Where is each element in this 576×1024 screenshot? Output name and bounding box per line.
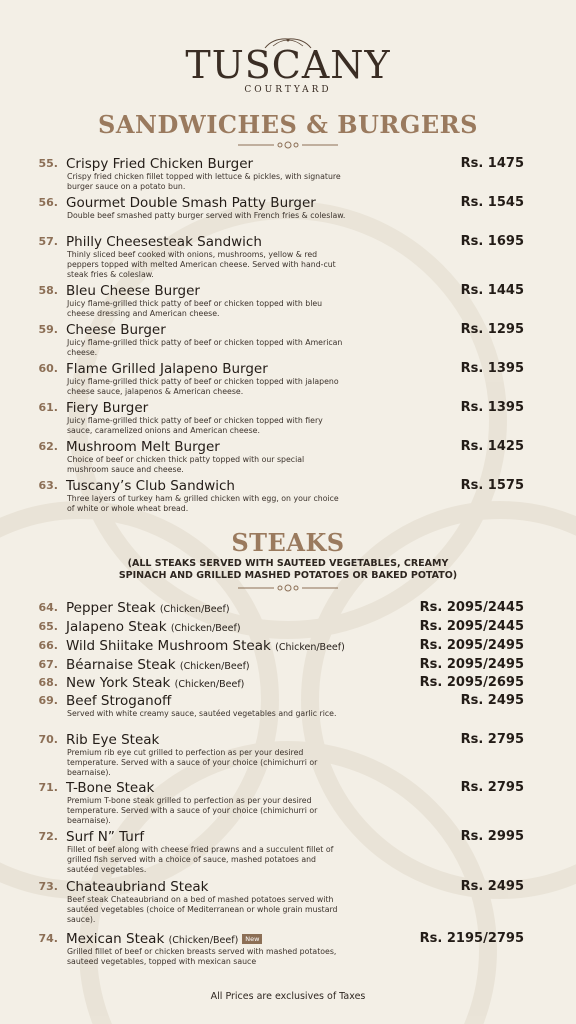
item-name-line xyxy=(66,780,154,796)
item-description: Juicy flame-grilled thick patty of beef or chicken topped with bleu cheese dressing and American cheese. xyxy=(67,299,323,318)
item-description: Premium rib eye cut grilled to perfection as per your desired temperature. Served with a sauce of your choice (chimichurri or bearnaise). xyxy=(67,748,318,777)
steaks-note-line-2: SPINACH AND GRILLED MASHED POTATOES OR BAKED POTATO) xyxy=(118,570,458,581)
item-name: Gourmet Double Smash Patty Burger xyxy=(66,195,316,211)
item-description: Grilled fillet of beef or chicken breasts served with mashed potatoes, sauteed vegetables, topped with mexican sauce xyxy=(67,947,337,966)
item-name-line xyxy=(66,732,159,748)
item-name-line xyxy=(66,195,316,211)
item-price: Rs. 1445 xyxy=(460,283,524,298)
item-number: 67. xyxy=(38,658,58,671)
item-number: 65. xyxy=(38,620,58,633)
steaks-note xyxy=(0,558,576,582)
item-name: Surf N” Turf xyxy=(66,829,145,845)
item-name-line xyxy=(66,400,148,416)
item-name-line xyxy=(66,156,253,172)
item-price: Rs. 1395 xyxy=(460,361,524,376)
item-price: Rs. 1395 xyxy=(460,400,524,415)
item-name: Fiery Burger xyxy=(66,400,149,416)
item-name: Flame Grilled Jalapeno Burger xyxy=(66,361,268,377)
item-price: Rs. 1295 xyxy=(460,322,524,337)
item-number: 68. xyxy=(38,676,58,689)
item-price: Rs. 1575 xyxy=(460,478,524,493)
item-variant-tag: (Chicken/Beef) xyxy=(275,642,345,653)
item-name-line xyxy=(66,322,166,338)
item-number: 57. xyxy=(38,235,58,248)
item-price: Rs. 1475 xyxy=(460,156,524,171)
item-name-line xyxy=(66,829,144,845)
item-number: 56. xyxy=(38,196,58,209)
item-name: Wild Shiitake Mushroom Steak xyxy=(66,638,271,654)
item-number: 66. xyxy=(38,639,58,652)
item-description: Juicy flame-grilled thick patty of beef or chicken topped with American cheese. xyxy=(67,338,343,357)
item-price: Rs. 2795 xyxy=(460,780,524,795)
item-number: 60. xyxy=(38,362,58,375)
item-description: Three layers of turkey ham & grilled chicken with egg, on your choice of white or whole wheat bread. xyxy=(67,494,339,513)
item-number: 73. xyxy=(38,880,58,893)
item-number: 62. xyxy=(38,440,58,453)
item-number: 61. xyxy=(38,401,58,414)
item-variant-tag: (Chicken/Beef) xyxy=(170,623,241,634)
item-number: 58. xyxy=(38,284,58,297)
item-number: 63. xyxy=(38,479,58,492)
item-number: 71. xyxy=(38,781,58,794)
item-price: Rs. 2195/2795 xyxy=(419,931,524,946)
brand-subtitle: COURTYARD xyxy=(244,85,332,95)
item-variant-tag: (Chicken/Beef) xyxy=(168,935,239,946)
item-price: Rs. 2095/2695 xyxy=(419,675,524,690)
item-name-line xyxy=(66,478,235,494)
item-name: Philly Cheesesteak Sandwich xyxy=(66,234,262,250)
item-price: Rs. 2095/2445 xyxy=(419,600,524,615)
tax-footnote: All Prices are exclusives of Taxes xyxy=(210,991,366,1002)
item-number: 59. xyxy=(38,323,58,336)
item-name-line xyxy=(66,675,244,693)
brand-name: TUSCANY xyxy=(185,43,391,87)
item-number: 72. xyxy=(38,830,58,843)
item-name: T-Bone Steak xyxy=(66,780,155,796)
item-description: Served with white creamy sauce, sautéed vegetables and garlic rice. xyxy=(67,709,337,718)
item-price: Rs. 2995 xyxy=(460,829,524,844)
item-name: New York Steak xyxy=(66,675,171,691)
item-name: Tuscany’s Club Sandwich xyxy=(66,478,235,494)
item-name-line xyxy=(66,439,220,455)
item-name-line xyxy=(66,619,241,637)
item-name-line xyxy=(66,361,268,377)
item-name: Mushroom Melt Burger xyxy=(66,439,220,455)
item-price: Rs. 2495 xyxy=(460,693,524,708)
item-number: 70. xyxy=(38,733,58,746)
item-price: Rs. 2495 xyxy=(460,879,524,894)
item-description: Crispy fried chicken fillet topped with lettuce & pickles, with signature burger sauce on a potato bun. xyxy=(67,172,341,191)
item-number: 55. xyxy=(38,157,58,170)
item-price: Rs. 2095/2445 xyxy=(419,619,524,634)
section-title-sandwiches: SANDWICHES & BURGERS xyxy=(98,110,478,139)
section-title-steaks: STEAKS xyxy=(231,528,345,557)
item-name-line xyxy=(66,600,230,618)
item-price: Rs. 2795 xyxy=(460,732,524,747)
item-name-line xyxy=(66,879,209,895)
item-number: 64. xyxy=(38,601,58,614)
item-price: Rs. 2095/2495 xyxy=(419,638,524,653)
ornament-divider xyxy=(238,140,338,150)
item-name: Beef Stroganoff xyxy=(66,693,172,709)
item-description: Premium T-bone steak grilled to perfection as per your desired temperature. Served with a sauce of your choice (chimichurri or bearnaise). xyxy=(67,796,318,825)
item-name: Crispy Fried Chicken Burger xyxy=(66,156,254,172)
item-name-line xyxy=(66,693,171,709)
item-description: Fillet of beef along with cheese fried prawns and a succulent fillet of grilled fish served with a choice of sauce, mashed potatoes and sautéed vegetables. xyxy=(67,845,334,874)
item-description: Double beef smashed patty burger served with French fries & coleslaw. xyxy=(67,211,346,220)
item-name-line xyxy=(66,638,345,656)
item-name: Mexican Steak xyxy=(66,931,165,947)
item-description: Thinly sliced beef cooked with onions, mushrooms, yellow & red peppers topped with melted American cheese. Served with hand-cut steak fries & coleslaw. xyxy=(67,250,336,279)
item-name: Chateaubriand Steak xyxy=(66,879,209,895)
item-variant-tag: (Chicken/Beef) xyxy=(174,679,245,690)
brand-logo xyxy=(0,36,576,95)
item-name: Bleu Cheese Burger xyxy=(66,283,200,299)
steaks-note-line-1: (ALL STEAKS SERVED WITH SAUTEED VEGETABLES, CREAMY xyxy=(127,558,449,569)
item-name: Béarnaise Steak xyxy=(66,657,176,673)
item-variant-tag: (Chicken/Beef) xyxy=(179,661,250,672)
ornament-divider xyxy=(238,583,338,593)
item-description: Choice of beef or chicken thick patty topped with our special mushroom sauce and cheese. xyxy=(67,455,305,474)
item-description: Juicy flame-grilled thick patty of beef or chicken topped with jalapeno cheese sauce, jalapenos & American cheese. xyxy=(67,377,339,396)
item-name: Jalapeno Steak xyxy=(66,619,167,635)
item-description: Juicy flame-grilled thick patty of beef or chicken topped with fiery sauce, caramelized onions and American cheese. xyxy=(67,416,323,435)
item-price: Rs. 1425 xyxy=(460,439,524,454)
item-name: Cheese Burger xyxy=(66,322,166,338)
item-number: 69. xyxy=(38,694,58,707)
item-number: 74. xyxy=(38,932,58,945)
item-price: Rs. 1695 xyxy=(460,234,524,249)
item-price: Rs. 1545 xyxy=(460,195,524,210)
item-name-line xyxy=(66,234,262,250)
item-variant-tag: (Chicken/Beef) xyxy=(159,604,230,615)
item-price: Rs. 2095/2495 xyxy=(419,657,524,672)
new-badge: New xyxy=(242,934,262,944)
item-name: Pepper Steak xyxy=(66,600,156,616)
item-description: Beef steak Chateaubriand on a bed of mashed potatoes served with sautéed vegetables (choice of Mediterranean or whole grain mustard sauce). xyxy=(67,895,338,924)
item-name: Rib Eye Steak xyxy=(66,732,160,748)
item-name-line xyxy=(66,657,250,675)
item-name-line xyxy=(66,283,200,299)
